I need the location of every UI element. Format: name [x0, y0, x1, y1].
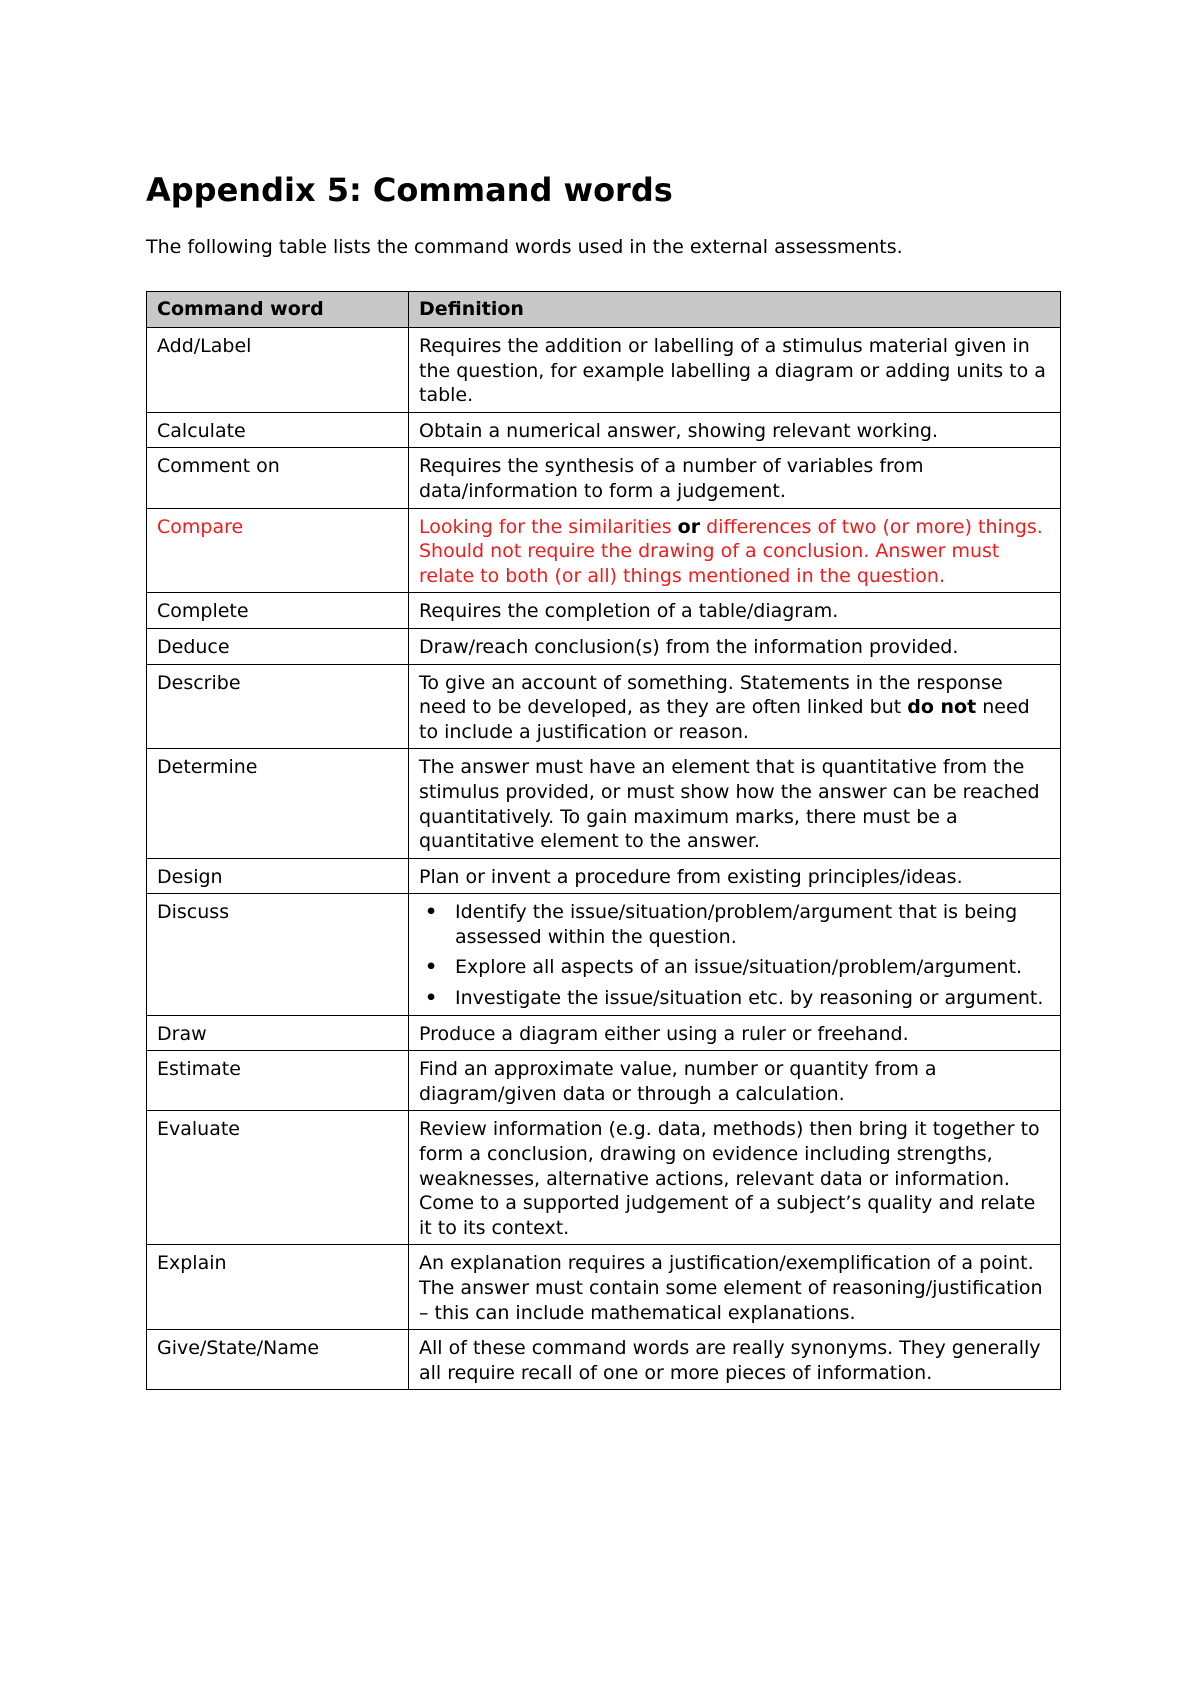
definition-cell: All of these command words are really synonyms. They generally all require recall of one or more pieces of information. [409, 1330, 1061, 1390]
table-row-highlighted [147, 508, 1061, 593]
bullet-list [419, 900, 1052, 1010]
bullet-text: Identify the issue/situation/problem/argument that is being assessed within the question. [455, 901, 1018, 948]
command-word-cell: Discuss [147, 894, 409, 1015]
command-word-cell: Determine [147, 749, 409, 858]
command-word-cell: Deduce [147, 628, 409, 664]
table-row [147, 1330, 1061, 1390]
command-word-cell: Add/Label [147, 328, 409, 413]
definition-cell [409, 894, 1061, 1015]
command-words-table [146, 291, 1061, 1390]
definition-cell [409, 508, 1061, 593]
intro-text: The following table lists the command words used in the external assessments. [146, 236, 903, 258]
table-row [147, 858, 1061, 894]
header-command-word: Command word [147, 292, 409, 328]
command-word-cell: Calculate [147, 412, 409, 448]
definition-cell: Obtain a numerical answer, showing relevant working. [409, 412, 1061, 448]
definition-cell: The answer must have an element that is quantitative from the stimulus provided, or must show how the answer can be reached quantitatively. To gain maximum marks, there must be a quantitative element to the answer. [409, 749, 1061, 858]
command-word-cell: Complete [147, 593, 409, 629]
bullet-text: Explore all aspects of an issue/situation/problem/argument. [455, 956, 1023, 979]
bullet-icon: • [425, 956, 438, 979]
definition-cell: An explanation requires a justification/exemplification of a point. The answer must contain some element of reasoning/justification – this can include mathematical explanations. [409, 1245, 1061, 1330]
command-word-cell: Estimate [147, 1051, 409, 1111]
bullet-text: Investigate the issue/situation etc. by reasoning or argument. [455, 987, 1044, 1010]
command-word-cell: Evaluate [147, 1111, 409, 1245]
definition-text: Looking for the similarities [419, 515, 678, 538]
definition-cell [409, 664, 1061, 749]
definition-text: To give an account of something. Statements in the response need to be developed, as they are often linked but [419, 671, 1003, 719]
table-row [147, 664, 1061, 749]
emphasis-text: do not [907, 696, 977, 719]
table-row [147, 1051, 1061, 1111]
bullet-icon: • [425, 901, 438, 924]
definition-cell: Review information (e.g. data, methods) then bring it together to form a conclusion, drawing on evidence including strengths, weaknesses, alternative actions, relevant data or information. Come to a supported judgement of a subject’s quality and relate it to its context. [409, 1111, 1061, 1245]
command-word-cell: Compare [147, 508, 409, 593]
bullet-icon: • [425, 987, 438, 1010]
table-row [147, 749, 1061, 858]
emphasis-text: or [677, 515, 701, 538]
definition-text: need to include a justification or reason. [419, 696, 1030, 743]
command-word-cell: Describe [147, 664, 409, 749]
table-row [147, 894, 1061, 1015]
command-word-cell: Draw [147, 1015, 409, 1051]
table-header-row [147, 292, 1061, 328]
command-word-cell: Give/State/Name [147, 1330, 409, 1390]
definition-cell: Produce a diagram either using a ruler or freehand. [409, 1015, 1061, 1051]
header-definition: Definition [409, 292, 1061, 328]
table-row [147, 448, 1061, 508]
table-row [147, 412, 1061, 448]
list-item [419, 900, 1052, 949]
table-row [147, 1015, 1061, 1051]
definition-cell: Find an approximate value, number or quantity from a diagram/given data or through a calculation. [409, 1051, 1061, 1111]
command-word-cell: Explain [147, 1245, 409, 1330]
table-row [147, 628, 1061, 664]
table-row [147, 328, 1061, 413]
table-row [147, 1245, 1061, 1330]
table-row [147, 1111, 1061, 1245]
list-item [419, 986, 1052, 1011]
definition-cell: Draw/reach conclusion(s) from the information provided. [409, 628, 1061, 664]
table-row [147, 593, 1061, 629]
definition-cell: Plan or invent a procedure from existing principles/ideas. [409, 858, 1061, 894]
command-word-cell: Design [147, 858, 409, 894]
definition-cell: Requires the synthesis of a number of variables from data/information to form a judgement. [409, 448, 1061, 508]
definition-text: differences of two (or more) things. Should not require the drawing of a conclusion. Answer must relate to both (or all) things mentioned in the question. [419, 515, 1043, 587]
command-word-cell: Comment on [147, 448, 409, 508]
list-item [419, 955, 1052, 980]
definition-cell: Requires the addition or labelling of a stimulus material given in the question, for example labelling a diagram or adding units to a table. [409, 328, 1061, 413]
page-title: Appendix 5: Command words [146, 171, 673, 209]
definition-cell: Requires the completion of a table/diagram. [409, 593, 1061, 629]
